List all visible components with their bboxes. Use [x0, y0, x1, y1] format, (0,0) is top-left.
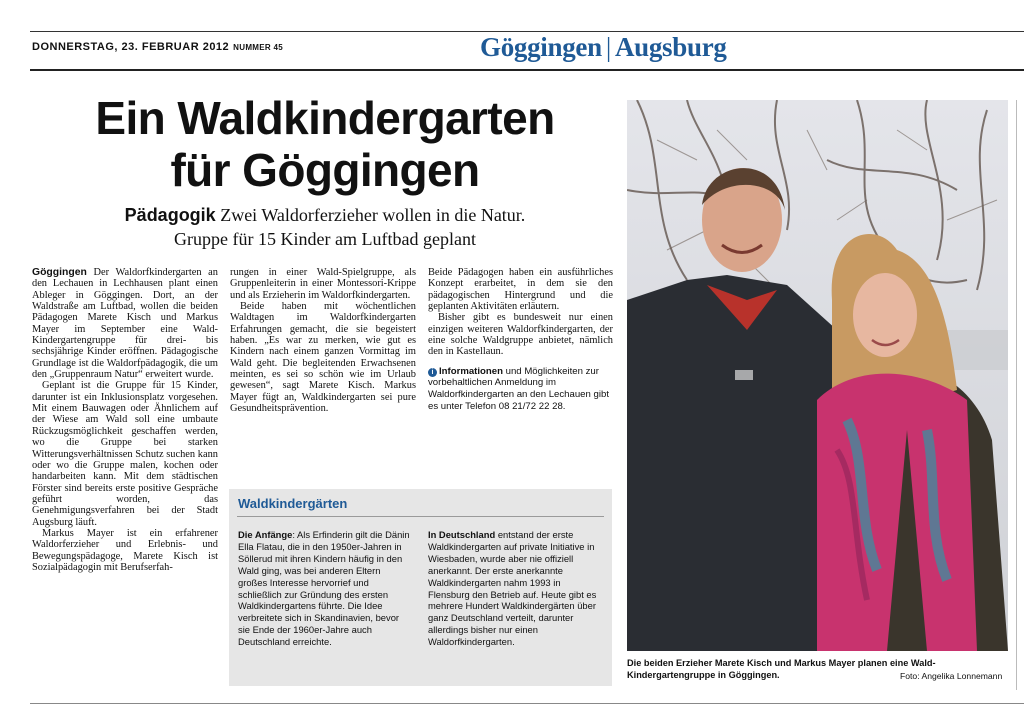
col1-paragraph-1: Der Waldorfkindergarten an den Lechauen in Lechhausen plant einen Ableger in Göggingen. Dort, an der Waldstraße am Luftbad, wollen die beiden Pädagogen Marete Kisch und Markus Mayer im September eine Wald-Kindergartengruppe für drei- bis sechsjährige Kinder eröffnen. Pädagogische Grundlage ist die Waldorfpädagogik, die um den „Gruppenraum Natur“ erweitert wurde. — [32, 267, 218, 381]
article-column-2 — [230, 267, 416, 414]
issue-number: NUMMER 45 — [233, 43, 283, 52]
photo-caption: Die beiden Erzieher Marete Kisch und Markus Mayer planen eine Wald-Kindergartengruppe in Göggingen. — [627, 658, 936, 680]
issue-dateline — [32, 41, 283, 53]
photo-illustration — [627, 100, 1008, 651]
info-text: und Möglichkeiten zur vorbehaltlichen Anmeldung im Waldorfkindergarten an den Lechauen gibt es unter Telefon 08 21/72 22 28. — [428, 365, 609, 412]
subhead-line-2: Gruppe für 15 Kinder am Luftbad geplant — [174, 229, 476, 249]
col1-paragraph-2: Geplant ist die Gruppe für 15 Kinder, darunter ist ein Inklusionsplatz vorgesehen. Mit einem Bauwagen oder Ähnlichem auf der Wiese am Wald soll eine umbaute Rückzugsmöglichkeit geschaffen werden, wo die Gruppe bei starken Witterungsverhältnissen Schutz suchen kann oder wo die Gruppe malen, kochen oder handarbeiten kann. Mit dem städtischen Förster sind bereits erste positive Gespräche geführt worden, das Genehmigungsverfahren bei der Stadt Augsburg läuft. — [32, 380, 218, 528]
section-left: Göggingen — [480, 32, 602, 62]
infobox-title: Waldkindergärten — [238, 496, 348, 511]
infobox-left-lead: Die Anfänge — [238, 529, 293, 540]
infobox-right-text: entstand der erste Waldkindergarten auf private Initiative in Wiesbaden, wurde aber nie offiziell anerkannt. Der erste anerkannte Waldkindergarten nahm 1993 in Flensburg den Betrieb auf. Heute gibt es mehrere Hundert Waldkindergärten über ganz Deutschland verteilt, darunter allerdings bisher nur einen Waldorfkindergarten. — [428, 529, 597, 648]
article-column-3 — [428, 267, 613, 412]
col3-paragraph-2: Bisher gibt es bundesweit nur einen einzigen weiteren Waldorfkindergarten, der eine solche Waldgruppe anbietet, nämlich den in Kastellaun. — [428, 312, 613, 358]
infobox-left-column — [238, 529, 410, 648]
section-title — [480, 32, 727, 63]
infobox-left-text: : Als Erfinderin gilt die Dänin Ella Flatau, die in den 1950er-Jahren in Söllerud mit ihren Kindern häufig in den Wald ging, was bei anderen Eltern großes Interesse hervorrief und schließlich zur Gründung des ersten Waldkindergartens führte. Die Idee verbreitete sich in Skandinavien, bevor sie Ende der 1960er-Jahre auch Deutschland erreichte. — [238, 529, 410, 648]
col3-paragraph-1: Beide Pädagogen haben ein ausführliches Konzept erarbeitet, in dem sie den pädagogischen Hintergrund und die geplanten Aktivitäten erläutern. — [428, 267, 613, 313]
subhead-line-1: Zwei Waldorferzieher wollen in die Natur. — [220, 205, 526, 225]
col2-paragraph-2: Beide haben mit wöchentlichen Waldtagen im Waldorfkindergarten Erfahrungen gemacht, die sie begeistert haben. „Es war zu merken, wie gut es Kindern nach einem ganzen Vormittag im Wald geht. Die begleitenden Erwachsenen meinten, es sei so schön wie im Urlaub gewesen“, sagt Marete Kisch. Markus Mayer fügt an, Waldkindergarten sei pure Gesundheitsprävention. — [230, 301, 416, 415]
article-photo — [627, 100, 1008, 651]
subhead-kicker: Pädagogik — [124, 205, 216, 225]
header-rule — [30, 69, 1024, 71]
headline — [60, 92, 590, 196]
headline-line-2: für Göggingen — [170, 144, 480, 196]
article-dateline: Göggingen — [32, 267, 87, 278]
infobox-right-lead: In Deutschland — [428, 529, 496, 540]
col2-paragraph-1: rungen in einer Wald-Spielgruppe, als Gruppenleiterin in einer Montessori-Krippe und als Erzieherin im Waldorfkindergarten. — [230, 267, 416, 301]
col1-paragraph-3: Markus Mayer ist ein erfahrener Waldorferzieher und Erlebnis- und Bewegungspädagoge, Marete Kisch ist Sozialpädagogin mit Berufserfah- — [32, 527, 218, 573]
right-edge-rule — [1016, 100, 1017, 690]
infobox-title-rule — [237, 516, 604, 517]
info-lead: Informationen — [439, 365, 503, 377]
subheadline — [60, 203, 590, 251]
info-note — [428, 366, 613, 412]
article-column-1 — [32, 267, 218, 573]
info-icon: i — [428, 368, 437, 377]
infobox-right-column — [428, 529, 604, 648]
issue-date: DONNERSTAG, 23. FEBRUAR 2012 — [32, 41, 230, 53]
section-separator: | — [605, 32, 611, 62]
headline-line-1: Ein Waldkindergarten — [95, 92, 555, 144]
bottom-rule — [30, 703, 1024, 704]
section-right: Augsburg — [614, 32, 727, 62]
photo-credit: Foto: Angelika Lonnemann — [900, 671, 1003, 681]
